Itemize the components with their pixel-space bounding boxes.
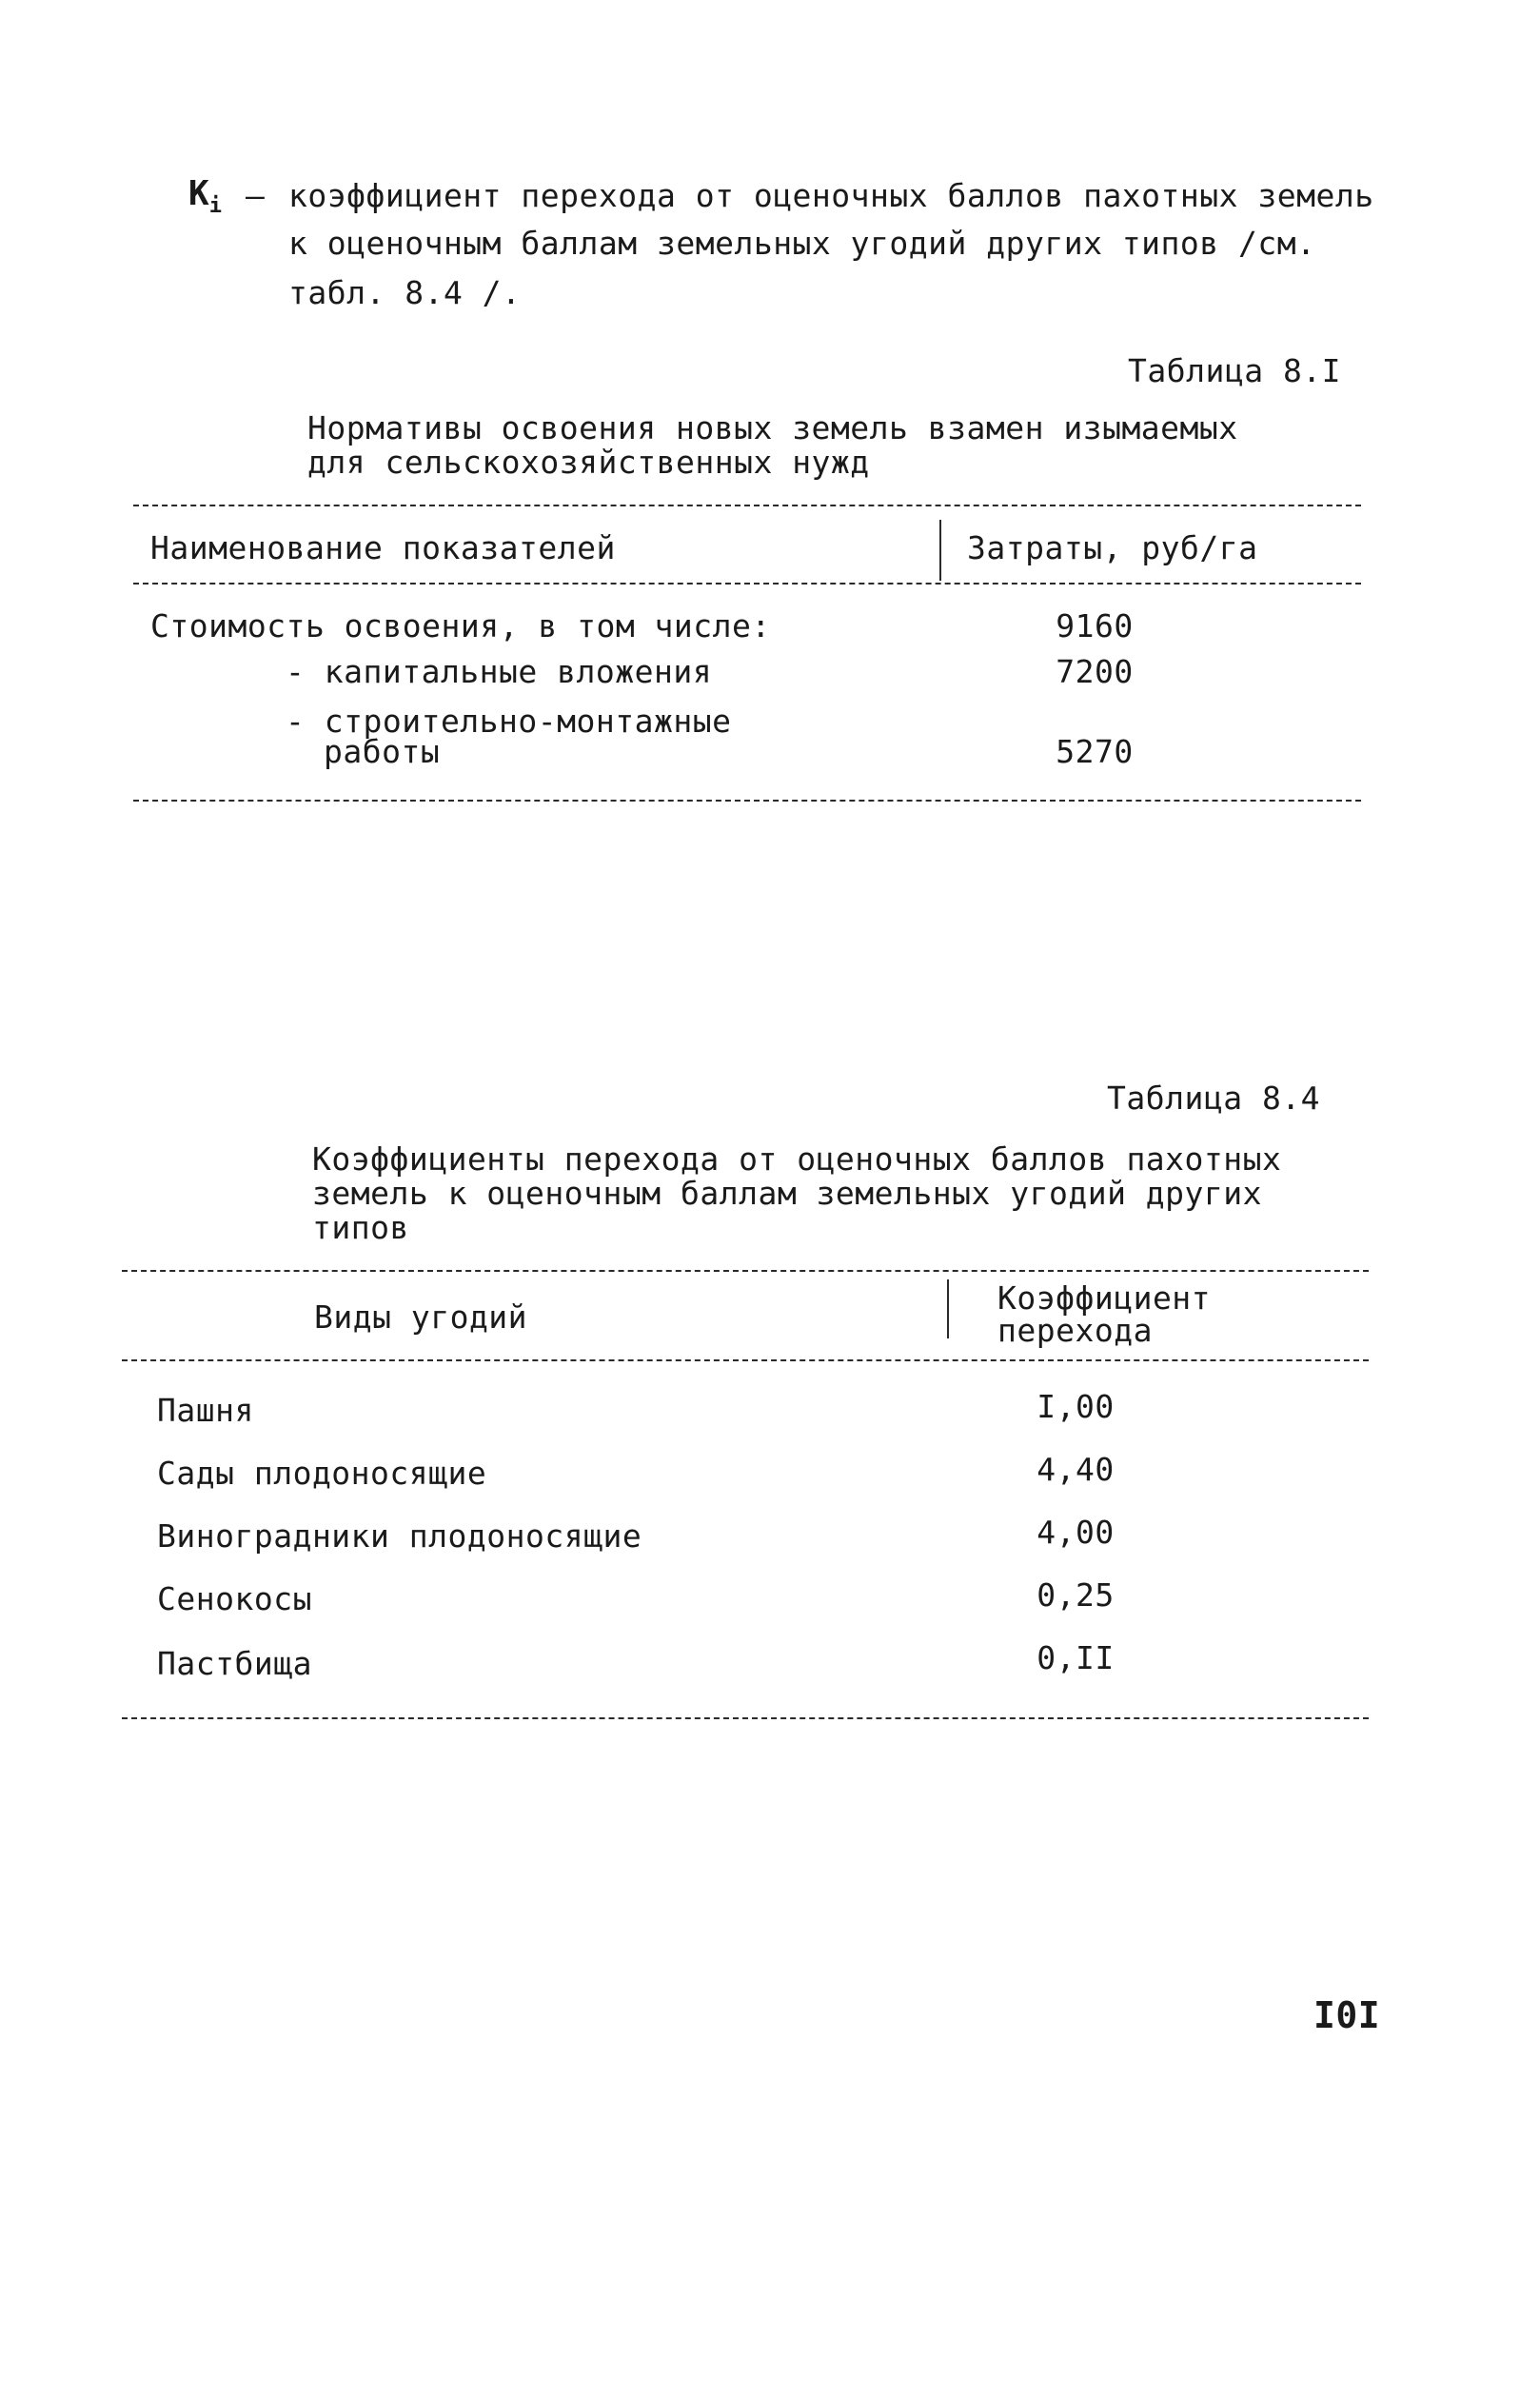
table1-header-col2: Затраты, руб/га [967, 529, 1258, 566]
table2-row-name: Сенокосы [157, 1580, 312, 1617]
table2-label: Таблица 8.4 [1107, 1080, 1321, 1117]
table1-bottom-rule [133, 800, 1361, 802]
table1-header-rule [133, 583, 1361, 585]
intro-line-3: табл. 8.4 /. [288, 274, 522, 311]
table1-title-line-1: Нормативы освоения новых земель взамен изымаемых [307, 409, 1238, 446]
table2-bottom-rule [122, 1717, 1369, 1719]
table2-title-line-2: земель к оценочным баллам земельных угодий других [312, 1175, 1263, 1212]
intro-line-1: коэффициент перехода от оценочных баллов пахотных земель [288, 177, 1374, 214]
table2-row-name: Пашня [157, 1392, 254, 1429]
table2-header-col2-line-1: Коэффициент [997, 1279, 1212, 1317]
table2-title-line-3: типов [312, 1209, 409, 1246]
table1-header-col1: Наименование показателей [150, 529, 616, 566]
intro-dash: – [246, 177, 266, 214]
table2-row-value: I,00 [1037, 1388, 1115, 1425]
table2-header-divider [947, 1279, 949, 1338]
table1-label: Таблица 8.I [1128, 352, 1342, 389]
table2-title-line-1: Коэффициенты перехода от оценочных баллов пахотных [312, 1140, 1282, 1178]
table1-header-divider [939, 520, 941, 581]
table1-row-value: 7200 [1056, 653, 1134, 690]
intro-line-2: к оценочным баллам земельных угодий других типов /см. [288, 225, 1316, 262]
table1-row-name: - строительно-монтажные [286, 703, 732, 740]
table1-row-name-continued: работы [324, 733, 441, 770]
table2-row-value: 4,00 [1037, 1514, 1115, 1551]
table1-row-value: 9160 [1056, 607, 1134, 644]
table2-row-name: Пастбища [157, 1645, 312, 1682]
table1-top-rule [133, 505, 1361, 506]
table1-row-name: - капитальные вложения [286, 653, 713, 690]
coefficient-symbol: $K_i$ [188, 174, 222, 219]
table2-header-col1: Виды угодий [314, 1298, 528, 1336]
table2-top-rule [122, 1270, 1369, 1272]
table1-row-value: 5270 [1056, 733, 1134, 770]
table2-header-col2-line-2: перехода [997, 1312, 1153, 1349]
table1-row-name: Стоимость освоения, в том числе: [150, 607, 771, 644]
table2-row-value: 0,II [1037, 1639, 1115, 1676]
table2-row-name: Сады плодоносящие [157, 1455, 487, 1492]
table2-row-name: Виноградники плодоносящие [157, 1517, 642, 1555]
page-number: I0I [1313, 1994, 1381, 2036]
table1-title-line-2: для сельскохозяйственных нужд [307, 444, 870, 481]
table2-row-value: 4,40 [1037, 1451, 1115, 1488]
table2-header-rule [122, 1359, 1369, 1361]
table2-row-value: 0,25 [1037, 1576, 1115, 1614]
